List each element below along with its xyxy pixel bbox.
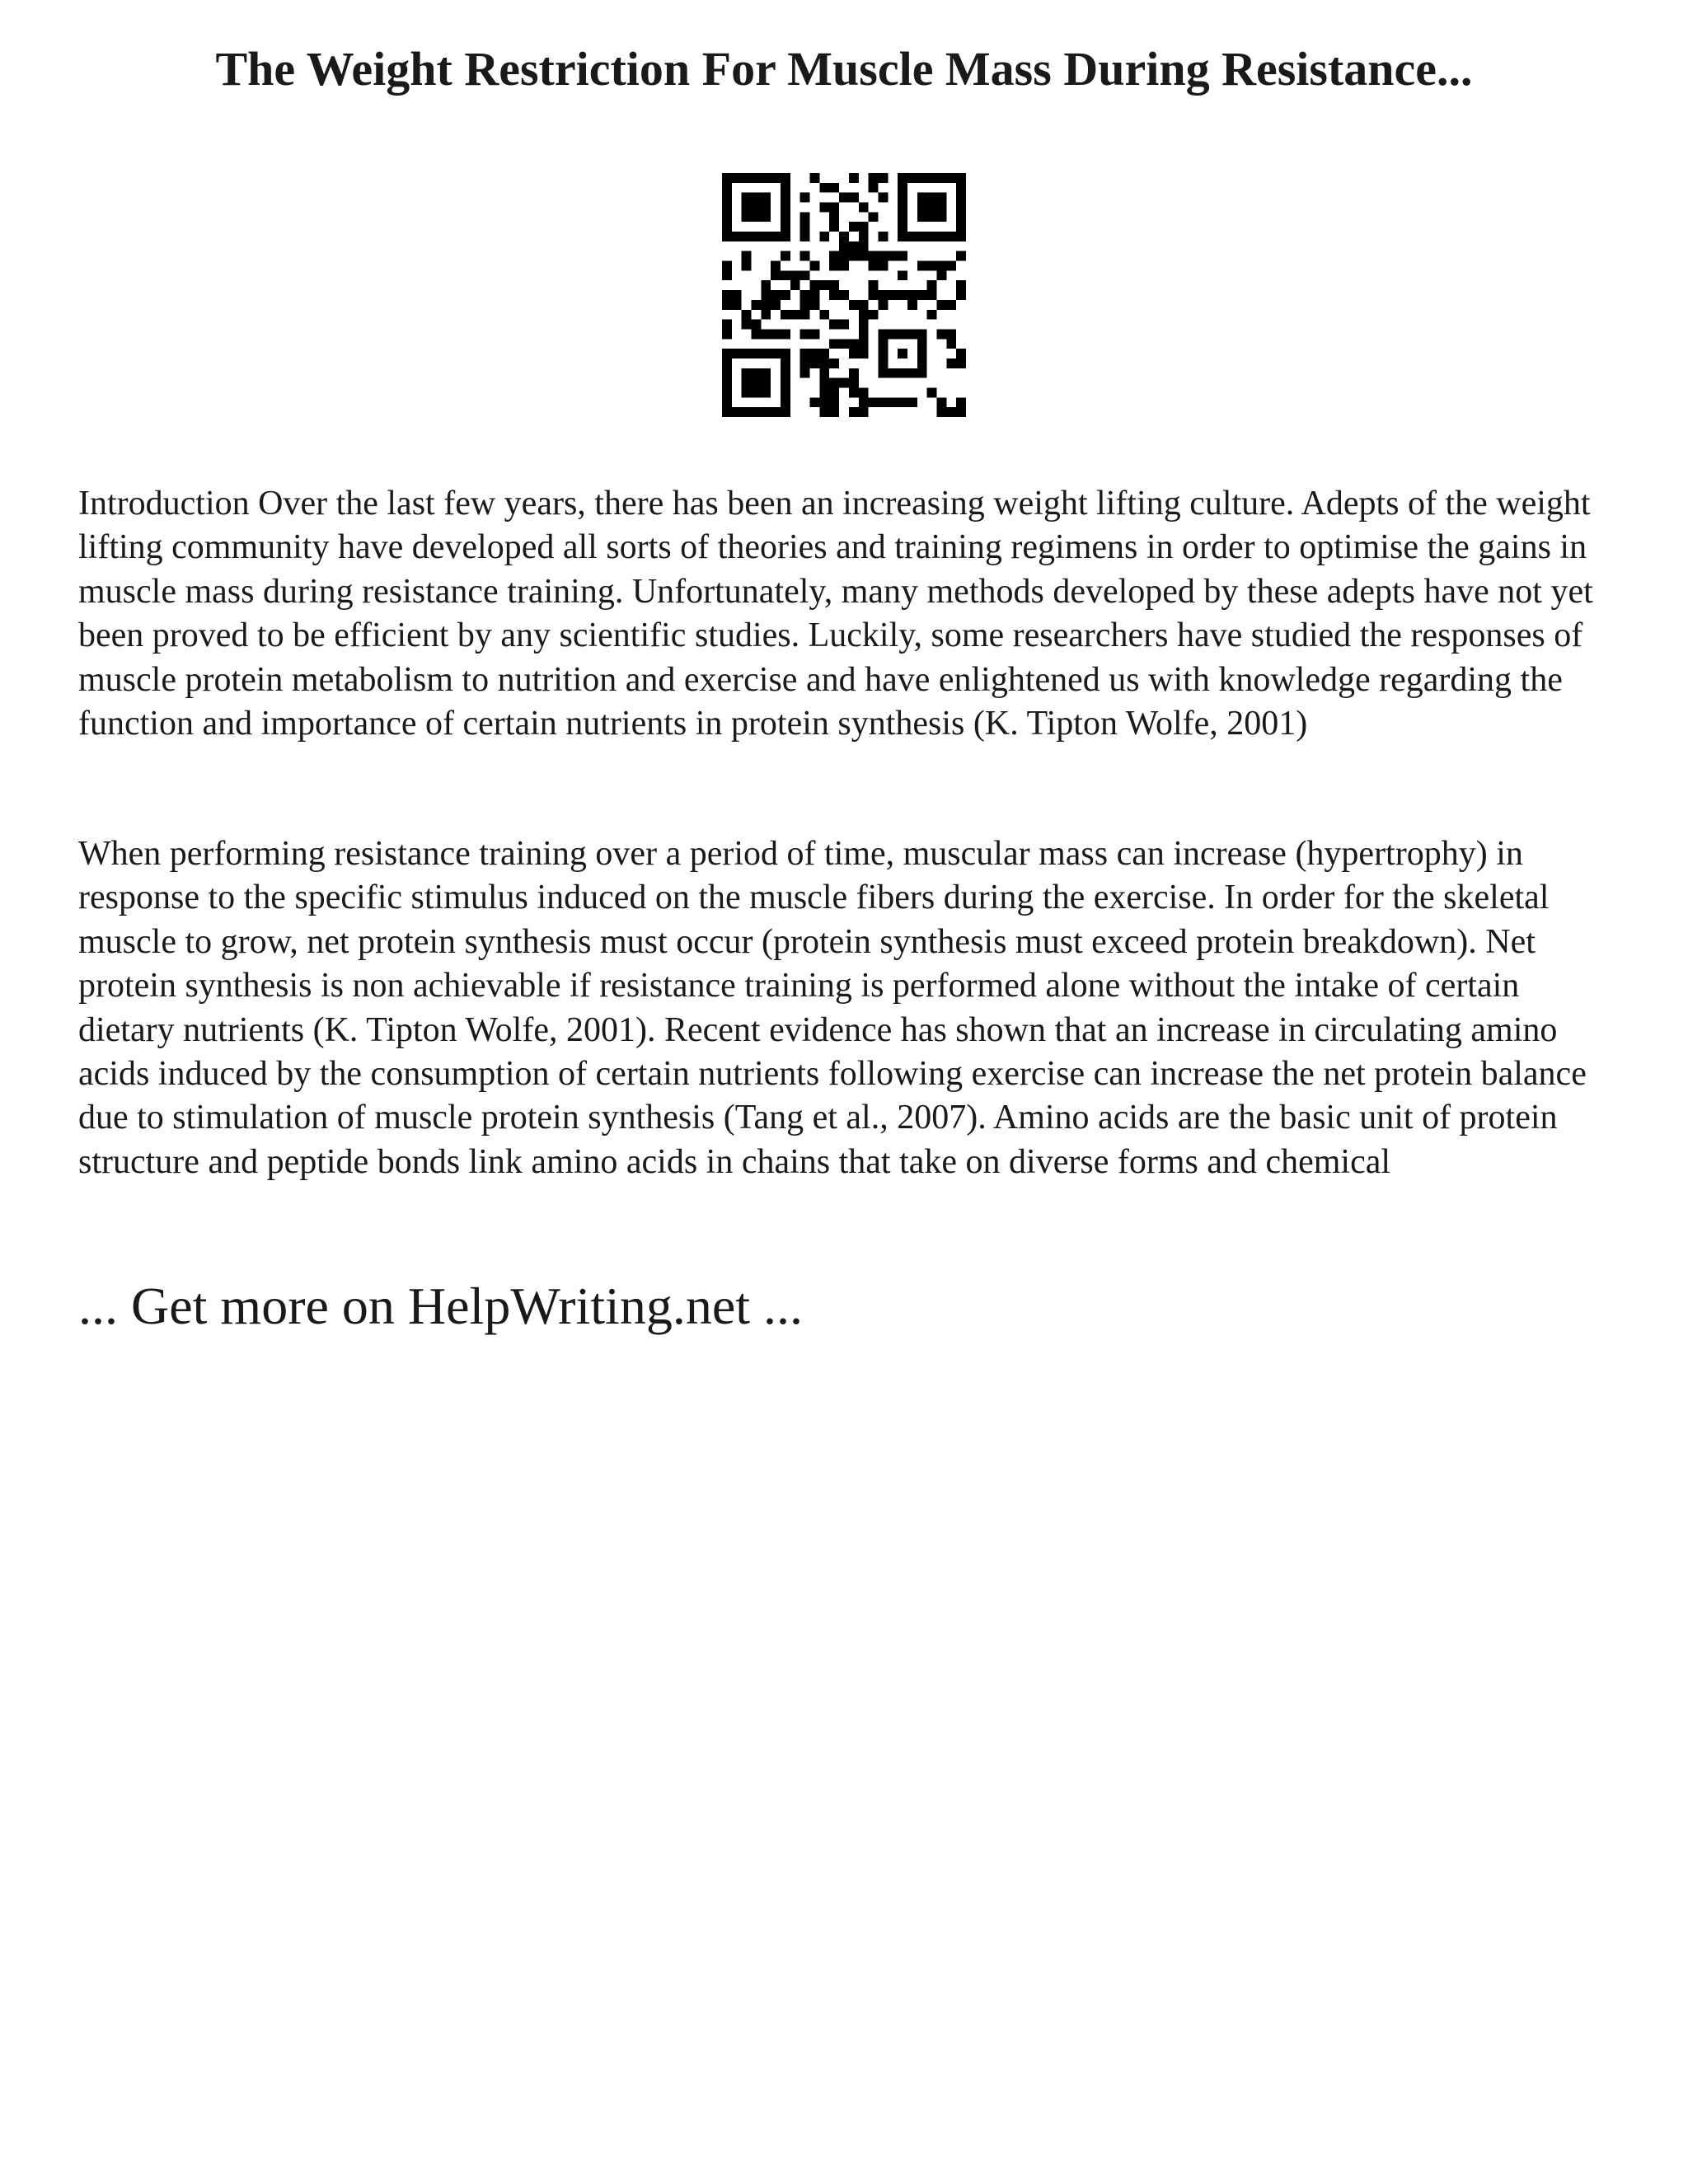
qr-code-icon: [722, 173, 966, 417]
paragraph-introduction: Introduction Over the last few years, there has been an increasing weight lifting culture. Adepts of the weight lifting community have developed all sorts of theories and training regimens in order to optimise the gains in muscle mass during resistance training. Unfortunately, many methods developed by these adepts have not yet been proved to be efficient by any scientific studies. Luckily, some researchers have studied the responses of muscle protein metabolism to nutrition and exercise and have enlightened us with knowledge regarding the function and importance of certain nutrients in protein synthesis (K. Tipton Wolfe, 2001): [78, 485, 1593, 743]
paragraph-resistance-training: When performing resistance training over a period of time, muscular mass can increase (hypertrophy) in response to the specific stimulus induced on the muscle fibers during the exercise. In order for the skeletal muscle to grow, net protein synthesis must occur (protein synthesis must exceed protein breakdown). Net protein synthesis is non achievable if resistance training is performed alone without the intake of certain dietary nutrients (K. Tipton Wolfe, 2001). Recent evidence has shown that an increase in circulating amino acids induced by the consumption of certain nutrients following exercise can increase the net protein balance due to stimulation of muscle protein synthesis (Tang et al., 2007). Amino acids are the basic unit of protein structure and peptide bonds link amino acids in chains that take on diverse forms and chemical: [78, 835, 1587, 1181]
document-title: The Weight Restriction For Muscle Mass During Resistance...: [215, 42, 1473, 96]
get-more-link[interactable]: ... Get more on HelpWriting.net ...: [78, 1277, 803, 1335]
